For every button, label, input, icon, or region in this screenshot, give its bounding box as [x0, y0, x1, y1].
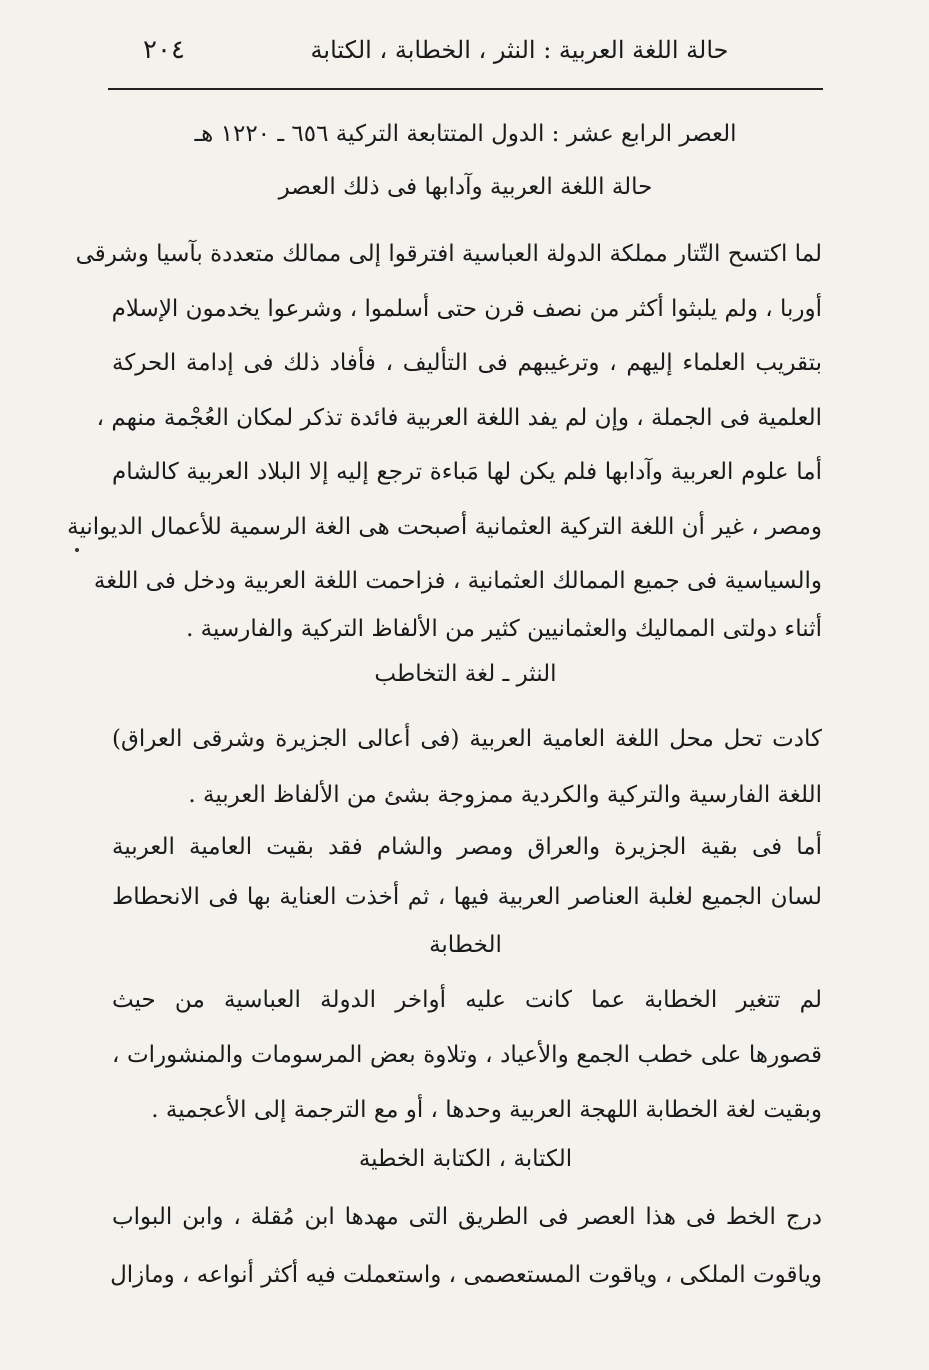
body-line: أما فى بقية الجزيرة والعراق ومصر والشام فقد بقيت العامية العربية	[112, 834, 822, 860]
oratory-heading: الخطابة	[429, 932, 502, 958]
section-subtitle: حالة اللغة العربية وآدابها فى ذلك العصر	[278, 174, 653, 200]
body-line: وبقيت لغة الخطابة اللهجة العربية وحدها ، أو مع الترجمة إلى الأعجمية .	[151, 1097, 822, 1123]
body-line: كادت تحل محل اللغة العامية العربية (فى أعالى الجزيرة وشرقى العراق)	[112, 726, 822, 752]
header-rule	[108, 88, 823, 90]
body-line: اللغة الفارسية والتركية والكردية ممزوجة بشئ من الألفاظ العربية .	[188, 782, 822, 808]
body-line: أوربا ، ولم يلبثوا أكثر من نصف قرن حتى أسلموا ، وشرعوا يخدمون الإسلام	[111, 296, 822, 322]
body-line: قصورها على خطب الجمع والأعياد ، وتلاوة بعض المرسومات والمنشورات ،	[112, 1042, 822, 1068]
body-line: ومصر ، غير أن اللغة التركية العثمانية أصبحت هى الغة الرسمية للأعمال الديوانية	[67, 514, 822, 540]
prose-heading: النثر ـ لغة التخاطب	[374, 661, 557, 687]
body-line: وياقوت الملكى ، وياقوت المستعصمى ، واستعملت فيه أكثر أنواعه ، ومازال	[110, 1262, 822, 1288]
running-head: حالة اللغة العربية : النثر ، الخطابة ، الكتابة	[310, 36, 729, 64]
body-line: العلمية فى الجملة ، وإن لم يفد اللغة العربية فائدة تذكر لمكان العُجْمة منهم ،	[96, 405, 822, 431]
body-line: أما علوم العربية وآدابها فلم يكن لها مَباءة ترجع إليه إلا البلاد العربية كالشام	[112, 459, 822, 485]
body-line: لسان الجميع لغلبة العناصر العربية فيها ، ثم أخذت العناية بها فى الانحطاط	[112, 884, 822, 910]
margin-dot	[75, 548, 79, 552]
body-line: والسياسية فى جميع الممالك العثمانية ، فزاحمت اللغة العربية ودخل فى اللغة	[93, 568, 822, 594]
era-title: العصر الرابع عشر : الدول المتتابعة التركية ٦٥٦ ـ ١٢٢٠ هـ	[194, 121, 737, 147]
body-line: درج الخط فى هذا العصر فى الطريق التى مهدها ابن مُقلة ، وابن البواب	[112, 1204, 822, 1230]
body-line: بتقريب العلماء إليهم ، وترغيبهم فى التأليف ، فأفاد ذلك فى إدامة الحركة	[112, 350, 822, 376]
body-line: أثناء دولتى المماليك والعثمانيين كثير من الألفاظ التركية والفارسية .	[186, 616, 822, 642]
body-line: لما اكتسح التّتار مملكة الدولة العباسية افترقوا إلى ممالك متعددة بآسيا وشرقى	[75, 241, 822, 267]
body-line: لم تتغير الخطابة عما كانت عليه أواخر الدولة العباسية من حيث	[112, 987, 822, 1013]
writing-heading: الكتابة ، الكتابة الخطية	[358, 1146, 573, 1172]
page-number: ٢٠٤	[143, 35, 185, 65]
